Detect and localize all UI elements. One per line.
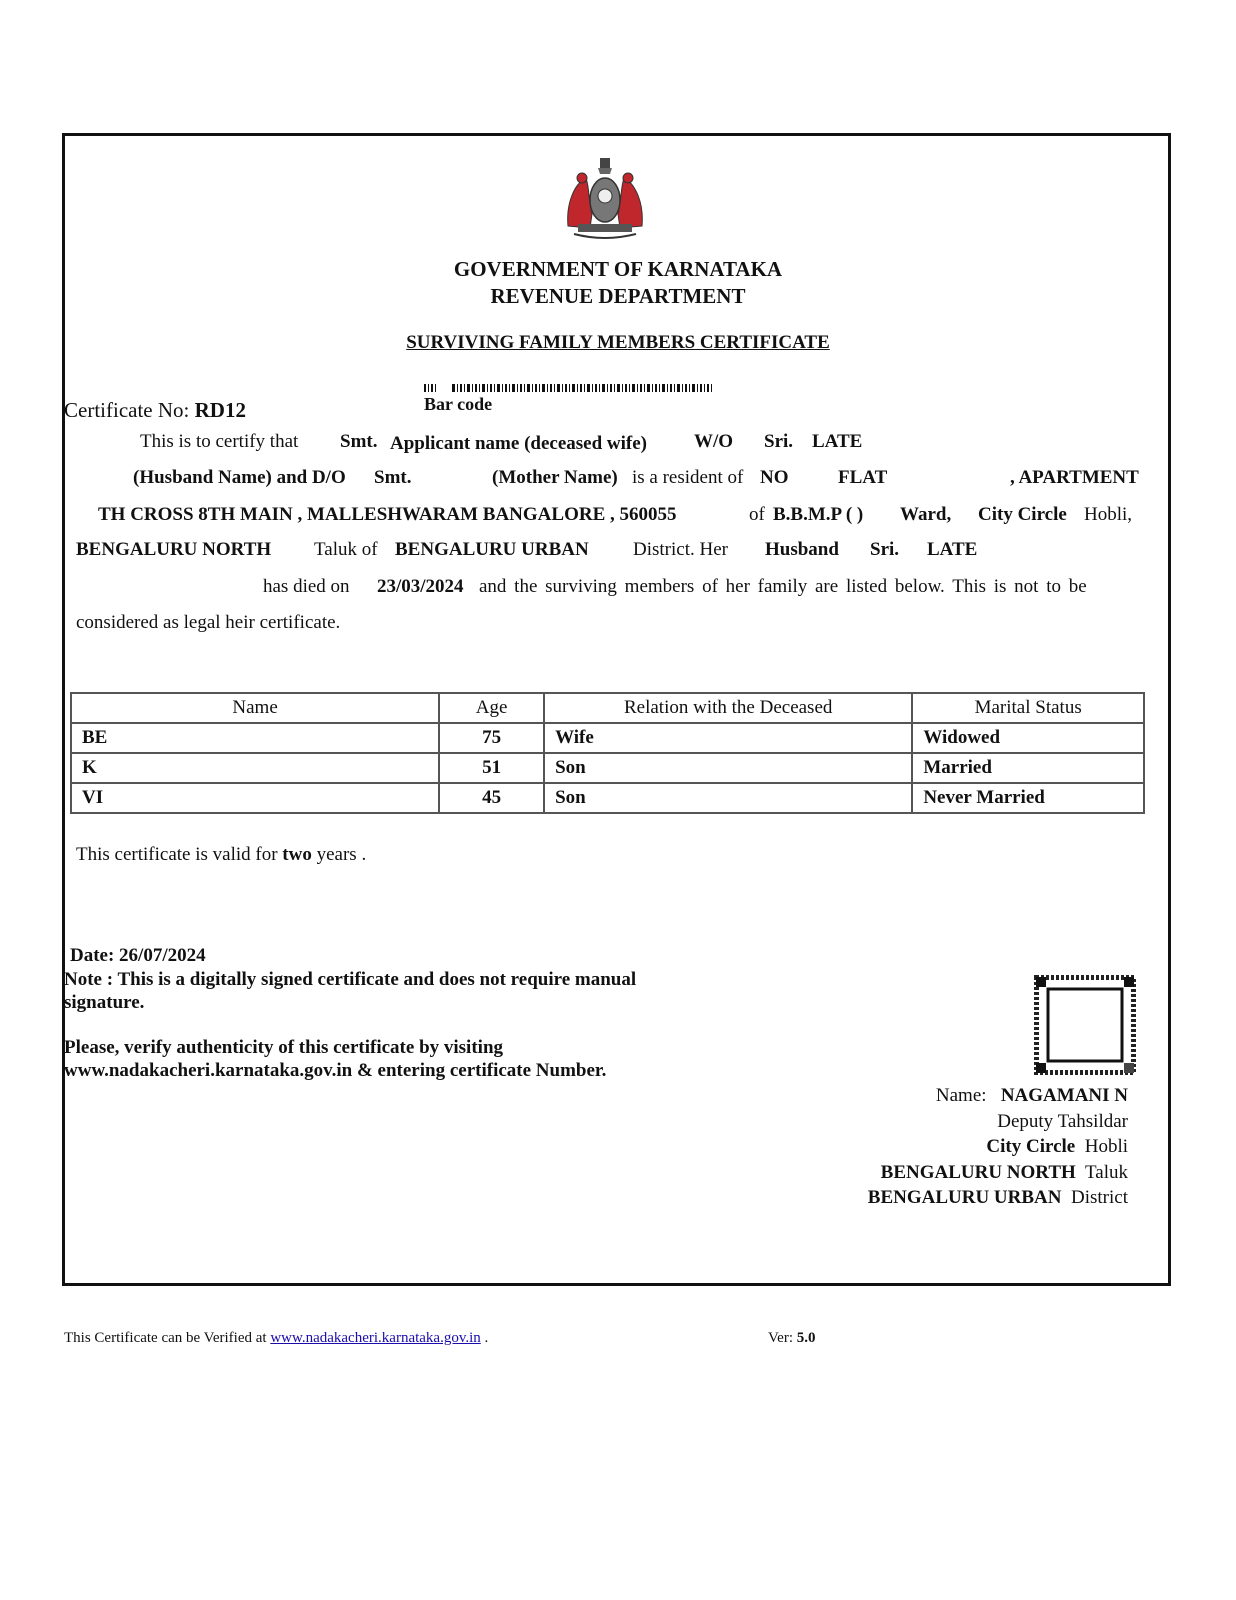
husband-label: Husband (765, 539, 839, 560)
certificate-number (64, 398, 246, 423)
certificate-number-label: Certificate No: (64, 398, 190, 422)
member-age: 75 (439, 723, 544, 753)
husband-name: (Husband Name) and D/O (133, 467, 346, 488)
hobli-label: Hobli, (1084, 504, 1133, 525)
signatory-hobli (986, 1136, 1128, 1158)
applicant-name: Applicant name (deceased wife) (390, 433, 647, 454)
member-name: BE (71, 723, 439, 753)
column-header-name: Name (71, 693, 439, 723)
ward-label: Ward, (900, 504, 952, 525)
footer-verify-link[interactable]: www.nadakacheri.karnataka.gov.in (270, 1330, 481, 1346)
table-row (71, 723, 1144, 753)
of-label: of (749, 504, 765, 525)
member-status: Never Married (912, 783, 1144, 813)
member-status: Married (912, 753, 1144, 783)
member-status: Widowed (912, 723, 1144, 753)
footer-version-label: Ver: (768, 1330, 793, 1346)
table-row (71, 783, 1144, 813)
signatory-district (868, 1187, 1128, 1209)
validity-post: years . (316, 844, 367, 865)
address-flat: FLAT (838, 467, 888, 488)
member-relation: Wife (544, 723, 912, 753)
signatory-name-label: Name: (935, 1085, 987, 1106)
certify-intro: This is to certify that (140, 431, 299, 452)
district-label: District. Her (633, 539, 728, 560)
family-members-table (70, 692, 1145, 814)
member-name: VI (71, 783, 439, 813)
husband-sri: Sri. (870, 539, 900, 560)
digital-signature-note: Note : This is a digitally signed certificate and does not require manual (64, 969, 637, 990)
column-header-age: Age (439, 693, 544, 723)
taluk-name: BENGALURU NORTH (76, 539, 272, 560)
validity-statement (76, 844, 366, 866)
signatory-name: NAGAMANI N (1000, 1085, 1128, 1106)
death-date: 23/03/2024 (377, 576, 464, 597)
signatory-name-line (936, 1085, 1128, 1107)
address-no: NO (760, 467, 789, 488)
footer-version-value: 5.0 (796, 1330, 816, 1346)
column-header-status: Marital Status (912, 693, 1144, 723)
resident-label: is a resident of (632, 467, 744, 488)
qr-code-icon (1034, 975, 1136, 1075)
certificate-number-value: RD12 (194, 398, 246, 422)
karnataka-emblem-icon (560, 156, 650, 240)
signatory-designation: Deputy Tahsildar (997, 1111, 1128, 1132)
member-relation: Son (544, 783, 912, 813)
signatory-hobli-name: City Circle (986, 1136, 1076, 1157)
member-age: 45 (439, 783, 544, 813)
mother-name: (Mother Name) (492, 467, 618, 488)
barcode-label: Bar code (424, 394, 493, 414)
bbmp-label: B.B.M.P ( ) (773, 504, 864, 525)
husband-late-2: LATE (927, 539, 978, 560)
footer-verify (64, 1330, 488, 1347)
digital-signature-note-2: signature. (64, 992, 145, 1013)
legal-heir-note: considered as legal heir certificate. (76, 612, 341, 633)
validity-duration: two (282, 844, 312, 865)
signatory-taluk (881, 1162, 1128, 1184)
member-age: 51 (439, 753, 544, 783)
district-name: BENGALURU URBAN (395, 539, 589, 560)
wife-of-label: W/O (694, 431, 734, 452)
footer-version (768, 1330, 816, 1347)
address-street: TH CROSS 8TH MAIN , MALLESHWARAM BANGALORE , 560055 (98, 504, 677, 525)
husband-title: Sri. (764, 431, 794, 452)
verify-instruction: Please, verify authenticity of this certificate by visiting (64, 1037, 504, 1058)
husband-late: LATE (812, 431, 863, 452)
signatory-district-label: District (1071, 1187, 1128, 1208)
died-label: has died on (263, 576, 350, 597)
department-title: REVENUE DEPARTMENT (490, 284, 746, 308)
issue-date: Date: 26/07/2024 (70, 945, 206, 966)
member-relation: Son (544, 753, 912, 783)
table-row (71, 753, 1144, 783)
validity-pre: This certificate is valid for (76, 844, 278, 865)
table-header-row (71, 693, 1144, 723)
signatory-hobli-label: Hobli (1084, 1136, 1128, 1157)
barcode (424, 384, 724, 392)
surviving-text: and the surviving members of her family are listed below. This is not to be (479, 576, 1087, 597)
footer-dot: . (484, 1330, 489, 1346)
hobli-name: City Circle (978, 504, 1067, 525)
member-name: K (71, 753, 439, 783)
address-apartment: , APARTMENT (1010, 467, 1139, 488)
applicant-title: Smt. (340, 431, 378, 452)
column-header-relation: Relation with the Deceased (544, 693, 912, 723)
mother-title: Smt. (374, 467, 412, 488)
signatory-district-name: BENGALURU URBAN (867, 1187, 1062, 1208)
taluk-of-label: Taluk of (314, 539, 378, 560)
certificate-title: SURVIVING FAMILY MEMBERS CERTIFICATE (406, 332, 830, 353)
footer-verify-text: This Certificate can be Verified at (64, 1330, 267, 1346)
signatory-taluk-name: BENGALURU NORTH (880, 1162, 1076, 1183)
government-title: GOVERNMENT OF KARNATAKA (453, 257, 783, 281)
signatory-taluk-label: Taluk (1085, 1162, 1128, 1183)
verify-url-instruction: www.nadakacheri.karnataka.gov.in & entering certificate Number. (64, 1060, 607, 1081)
